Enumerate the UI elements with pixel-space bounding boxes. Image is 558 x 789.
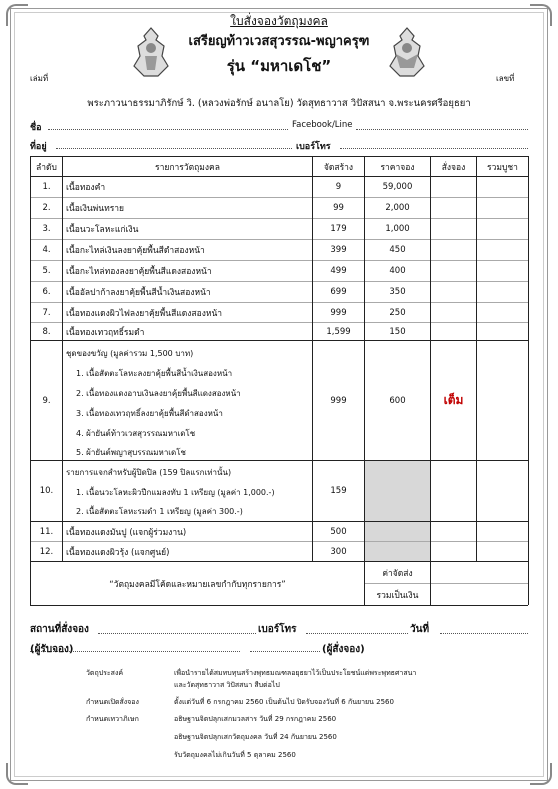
row-no: 4. [42, 245, 51, 255]
header-item: รายการวัตถุมงคล [155, 162, 220, 173]
price-cell-disabled [365, 542, 430, 561]
row-price: 350 [389, 287, 406, 297]
address-label: ที่อยู่ [30, 142, 47, 152]
row-quantity: 179 [330, 224, 347, 234]
row-item: เนื้อทองคำ [66, 183, 106, 193]
row-no: 6. [42, 287, 51, 297]
grand-total-label: รวมเป็นเงิน [376, 590, 419, 601]
order-date-field[interactable] [440, 624, 528, 634]
order-input[interactable] [431, 198, 476, 218]
open-period-text: ตั้งแต่วันที่ 6 กรกฎาคม 2560 เป็นต้นไป ปิดรับจองวันที่ 6 กันยายน 2560 [174, 698, 394, 706]
row-no: 8. [42, 326, 51, 337]
gift-set-item: 4. ผ้ายันต์ท้าวเวสสุวรรณมหาเดโช [76, 429, 196, 438]
shipping-label: ค่าจัดส่ง [382, 568, 413, 579]
row-quantity: 500 [330, 526, 347, 537]
order-phone-label: เบอร์โทร [258, 624, 297, 635]
main-title: เสรียญท้าวเวสสุวรรณ-พญาครุฑ [188, 34, 370, 49]
deity-emblem-left [128, 26, 174, 80]
shipping-input[interactable] [431, 562, 528, 583]
name-field[interactable] [48, 120, 288, 130]
row-no: 2. [42, 203, 51, 213]
ceremony-text: อธิษฐานจิตปลุกเสกมวลสาร วันที่ 29 กรกฎาคม 2560 [174, 715, 337, 723]
order-place-label: สถานที่สั่งจอง [30, 624, 89, 635]
price-cell-disabled [365, 522, 430, 541]
corner-ornament [530, 763, 552, 785]
row-quantity: 399 [330, 245, 347, 255]
gift-set-title: ชุดของขวัญ (มูลค่ารวม 1,500 บาท) [66, 349, 194, 358]
phone-label: เบอร์โทร [296, 142, 331, 152]
total-input[interactable] [477, 198, 528, 218]
sold-out-badge: เต็ม [443, 393, 464, 407]
corner-ornament [6, 763, 28, 785]
row-quantity: 999 [330, 307, 347, 318]
order-input[interactable] [431, 303, 476, 322]
book-number-label: เล่มที่ [30, 74, 49, 83]
total-input[interactable] [477, 219, 528, 239]
row-no: 3. [42, 224, 51, 234]
row-item: เนื้อทองเทวฤทธิ์รมดำ [66, 327, 145, 338]
gift-set-item: 1. เนื้อสัตตะโลหะลงยาคุ้ยพื้นสีน้ำเงินสองหน้า [76, 369, 233, 378]
ceremony-label: กำหนดเทวาภิเษก [86, 715, 139, 723]
ceremony-text: รับวัตถุมงคลไม่เกินวันที่ 5 ตุลาคม 2560 [174, 751, 296, 759]
orderer-signature-field[interactable] [250, 642, 320, 652]
row-quantity: 99 [333, 203, 344, 213]
row-item: เนื้อเงินพ่นทราย [66, 204, 125, 214]
row-item: เนื้อทองแดงมันปู (แจกผู้ร่วมงาน) [66, 527, 187, 538]
form-title: ใบสั่งจองวัตถุมงคล [230, 14, 328, 28]
order-input[interactable] [431, 240, 476, 260]
row-item: เนื้อทองแดงผิวรุ้ง (แจกศูนย์) [66, 547, 170, 558]
row-quantity: 499 [330, 266, 347, 276]
sponsor-item: 2. เนื้อสัตตะโลหะรมดำ 1 เหรียญ (มูลค่า 300.-) [76, 507, 243, 516]
temple-line: พระภาวนาธรรมาภิรักษ์ วิ. (หลวงพ่อรักษ์ อนาลโย) วัดสุทธาวาส วิปัสสนา จ.พระนครศรีอยุธยา [87, 98, 471, 109]
name-label: ชื่อ [30, 123, 42, 133]
row-item: เนื้ออัลปาก้าลงยาคุ้ยพื้นสีน้ำเงินสองหน้า [66, 288, 211, 298]
purpose-text: และวัดสุทธาวาส วิปัสสนา สืบต่อไป [174, 681, 280, 689]
row-no: 10. [39, 486, 54, 496]
gift-set-item: 3. เนื้อทองเทวฤทธิ์ลงยาคุ้ยพื้นสีดำสองหน้า [76, 409, 223, 418]
header-quantity: จัดสร้าง [323, 162, 354, 173]
row-price: 600 [389, 395, 406, 406]
gift-set-item: 2. เนื้อทองแดงอาบเงินลงยาคุ้ยพื้นสีแดงสองหน้า [76, 389, 241, 398]
row-no: 5. [42, 266, 51, 276]
row-price: 59,000 [382, 182, 413, 192]
row-item: เนื้อกะไหล่เงินลงยาคุ้ยพื้นสีดำสองหน้า [66, 246, 205, 256]
purpose-label: วัตถุประสงค์ [86, 669, 124, 677]
row-quantity: 1,599 [326, 326, 351, 337]
orderer-label: (ผู้สั่งจอง) [322, 644, 365, 655]
row-price: 2,000 [385, 203, 410, 213]
row-price: 450 [389, 245, 406, 255]
row-item: เนื้อนวะโลหะแก่เงิน [66, 225, 139, 235]
receiver-label: (ผู้รับจอง) [30, 644, 74, 655]
row-no: 9. [42, 395, 51, 406]
ceremony-text: อธิษฐานจิตปลุกเสกวัตถุมงคล วันที่ 24 กันยายน 2560 [174, 733, 337, 741]
open-period-label: กำหนดเปิดสั่งจอง [86, 698, 139, 706]
row-quantity: 300 [330, 546, 347, 557]
grand-total-input[interactable] [431, 584, 528, 605]
total-input[interactable] [477, 303, 528, 322]
serial-number-label: เลขที่ [496, 74, 515, 83]
order-date-label: วันที่ [410, 624, 430, 635]
order-place-field[interactable] [98, 624, 256, 634]
row-price: 400 [389, 266, 406, 276]
facebook-field[interactable] [356, 120, 528, 130]
total-input[interactable] [477, 240, 528, 260]
row-price: 150 [389, 326, 406, 337]
sponsor-title: รายการแจกสำหรับผู้ปิดปิล (159 ปิลแรกเท่านั้น) [66, 468, 232, 477]
row-no: 1. [42, 182, 51, 192]
header-price: ราคาจอง [380, 162, 415, 173]
row-quantity: 159 [330, 486, 347, 496]
price-cell-disabled [365, 461, 430, 521]
row-quantity: 9 [335, 182, 342, 192]
order-input[interactable] [431, 177, 476, 197]
code-notice: “วัตถุมงคลมีโค้ดและหมายเลขกำกับทุกรายการ” [109, 579, 286, 590]
gift-set-item: 5. ผ้ายันต์พญาสุบรรณมหาเดโช [76, 448, 186, 457]
order-input[interactable] [431, 219, 476, 239]
row-item: เนื้อกะไหล่ทองลงยาคุ้ยพื้นสีแดงสองหน้า [66, 267, 212, 277]
total-input[interactable] [477, 323, 528, 340]
row-quantity: 699 [330, 287, 347, 297]
row-no: 12. [39, 546, 54, 557]
row-quantity: 999 [330, 395, 347, 406]
order-input[interactable] [431, 323, 476, 340]
row-no: 7. [42, 307, 51, 318]
header-total: รวมบูชา [487, 162, 518, 173]
garuda-emblem-right [384, 26, 430, 80]
row-item: เนื้อทองแดงผิวไฟลงยาคุ้ยพื้นสีแดงสองหน้า [66, 308, 223, 319]
phone-field[interactable] [340, 139, 528, 149]
purpose-text: เพื่อนำรายได้สมทบทุนสร้างพุทธมณฑลอยุธยาไว้เป็นประโยชน์แด่พระพุทธศาสนา [174, 669, 417, 677]
total-input[interactable] [477, 261, 528, 281]
sponsor-item: 1. เนื้อนวะโลหะผิวปีกแมลงทับ 1 เหรียญ (มูลค่า 1,000.-) [76, 488, 275, 497]
order-input[interactable] [431, 282, 476, 302]
header-order: สั่งจอง [441, 162, 466, 173]
facebook-label: Facebook/Line [292, 120, 353, 130]
series-title: รุ่น “มหาเดโช” [226, 57, 332, 75]
total-input[interactable] [477, 177, 528, 197]
order-phone-field[interactable] [306, 624, 408, 634]
row-price: 250 [389, 307, 406, 318]
row-price: 1,000 [385, 224, 410, 234]
header-no: ลำดับ [36, 162, 57, 173]
order-input[interactable] [431, 261, 476, 281]
address-field[interactable] [56, 139, 292, 149]
total-input[interactable] [477, 282, 528, 302]
row-no: 11. [39, 526, 54, 537]
